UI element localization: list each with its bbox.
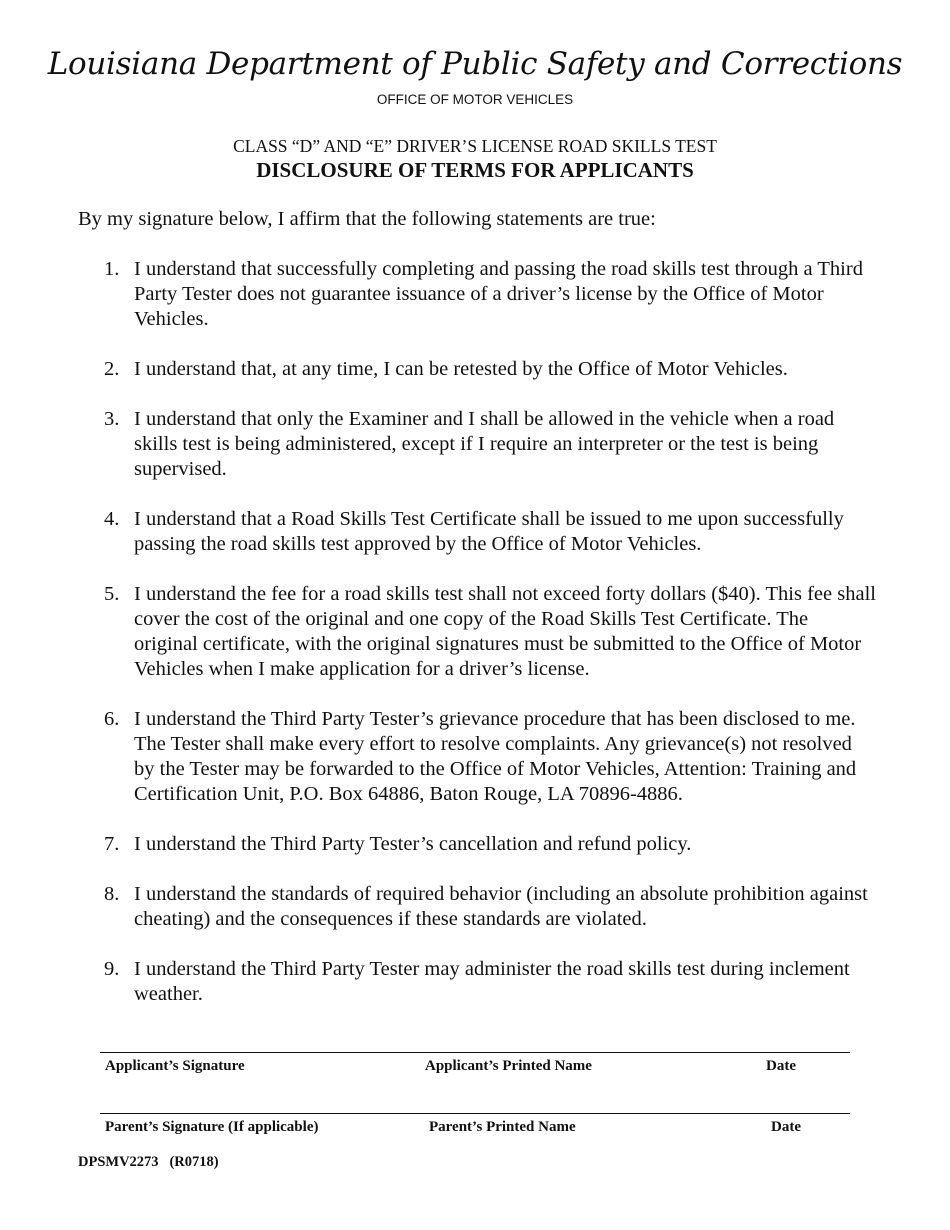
statement-item (104, 257, 876, 332)
parent-date-label: Date (771, 1119, 801, 1135)
statement-text: I understand the Third Party Tester may administer the road skills test during inclement weather. (134, 958, 850, 1005)
statement-number: 1. (104, 258, 120, 280)
statement-number: 7. (104, 833, 120, 855)
statement-item (104, 957, 876, 1007)
parent-signature-line[interactable] (100, 1113, 850, 1138)
statement-number: 2. (104, 358, 120, 380)
intro-statement: By my signature below, I affirm that the following statements are true: (78, 208, 656, 230)
statement-number: 3. (104, 408, 120, 430)
statement-text: I understand the Third Party Tester’s grievance procedure that has been disclosed to me. The Tester shall make every effort to resolve complaints. Any grievance(s) not resolved by the Tester may be forwarded to the Office of Motor Vehicles, Attention: Training and Certification Unit, P.O. Box 64886, Baton Rouge, LA 70896-4886. (134, 708, 857, 805)
statement-text: I understand that only the Examiner and I shall be allowed in the vehicle when a road skills test is being administered, except if I require an interpreter or the test is being supervised. (134, 408, 835, 480)
document-title: DISCLOSURE OF TERMS FOR APPLICANTS (256, 158, 694, 182)
statement-number: 8. (104, 883, 120, 905)
statement-number: 5. (104, 583, 120, 605)
statement-text: I understand the Third Party Tester’s cancellation and refund policy. (134, 833, 692, 855)
applicant-printed-name-label: Applicant’s Printed Name (425, 1058, 592, 1074)
test-name: CLASS “D” AND “E” DRIVER’S LICENSE ROAD SKILLS TEST (233, 136, 717, 156)
form-code (78, 1154, 219, 1171)
agency-title: Louisiana Department of Public Safety and Corrections (47, 46, 903, 82)
statement-number: 6. (104, 708, 120, 730)
applicant-signature-label: Applicant’s Signature (105, 1058, 245, 1074)
statement-text: I understand the standards of required behavior (including an absolute prohibition against cheating) and the consequences if these standards are violated. (134, 883, 868, 930)
statement-text: I understand that, at any time, I can be retested by the Office of Motor Vehicles. (134, 358, 788, 380)
statement-item (104, 407, 876, 482)
form-number: DPSMV2273 (78, 1154, 159, 1170)
statement-text: I understand the fee for a road skills test shall not exceed forty dollars ($40). This fee shall cover the cost of the original and one copy of the Road Skills Test Certificate. The original certificate, with the original signatures must be submitted to the Office of Motor Vehicles when I make application for a driver’s license. (134, 583, 876, 680)
statement-number: 4. (104, 508, 120, 530)
statement-item (104, 832, 876, 857)
applicant-signature-line[interactable] (100, 1052, 850, 1077)
statement-item (104, 357, 876, 382)
statement-item (104, 707, 876, 807)
statement-item (104, 582, 876, 682)
statement-item (104, 507, 876, 557)
statement-item (104, 882, 876, 932)
statement-text: I understand that successfully completing and passing the road skills test through a Third Party Tester does not guarantee issuance of a driver’s license by the Office of Motor Vehicles. (134, 258, 863, 330)
parent-printed-name-label: Parent’s Printed Name (429, 1119, 576, 1135)
statement-number: 9. (104, 958, 120, 980)
parent-signature-label: Parent’s Signature (If applicable) (105, 1119, 319, 1135)
office-name: OFFICE OF MOTOR VEHICLES (376, 92, 574, 107)
statement-text: I understand that a Road Skills Test Certificate shall be issued to me upon successfully passing the road skills test approved by the Office of Motor Vehicles. (134, 508, 844, 555)
applicant-date-label: Date (766, 1058, 796, 1074)
statement-list (104, 257, 876, 1032)
form-revision: (R0718) (169, 1154, 219, 1170)
